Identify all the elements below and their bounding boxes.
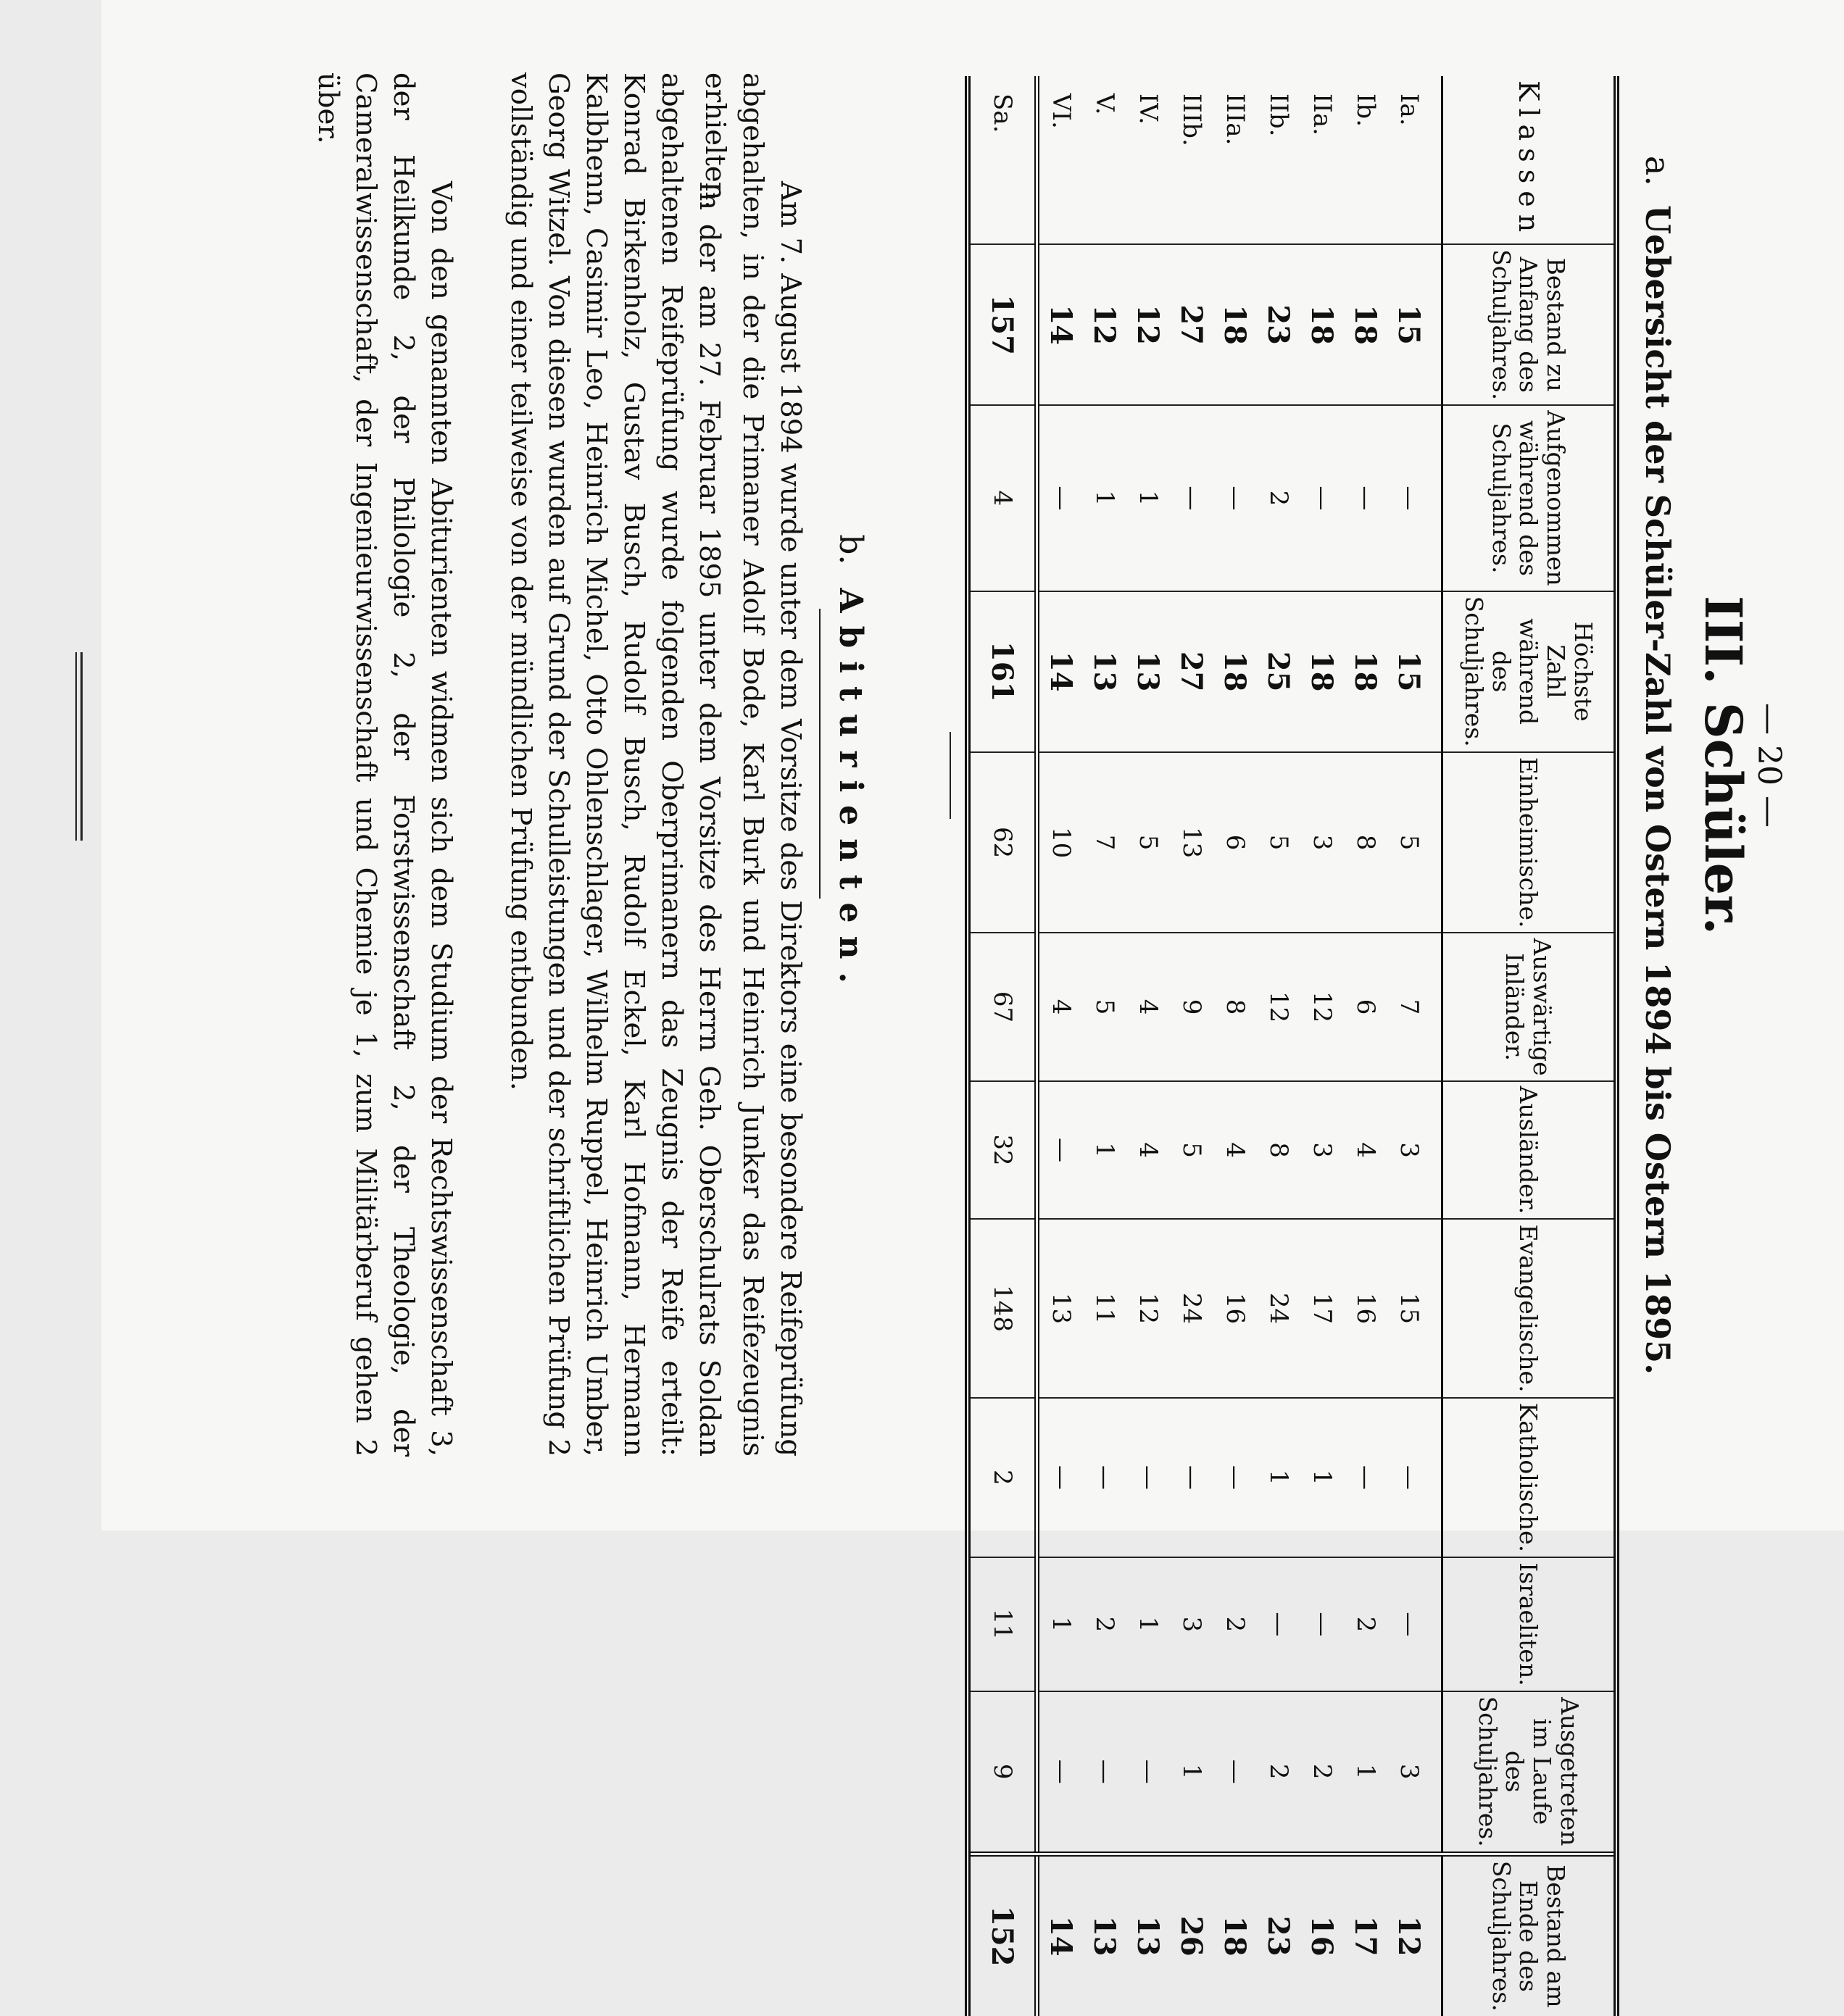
table-cell: 9 — [968, 1691, 1037, 1854]
table-cell: 5 — [1126, 752, 1170, 933]
table-cell: 67 — [968, 933, 1037, 1080]
table-header-row — [1442, 76, 1617, 2016]
table-cell: 4 — [1037, 933, 1084, 1080]
table-row — [1300, 76, 1344, 2016]
section-b-label: b. — [832, 534, 869, 565]
table-cell: 13 — [1083, 591, 1126, 752]
table-cell: 8 — [1257, 1081, 1300, 1220]
table-cell: 12 — [1126, 244, 1170, 405]
class-name-cell: Ia. — [1395, 93, 1424, 126]
table-cell: 16 — [1213, 1219, 1257, 1397]
table-cell: 12 — [1387, 1854, 1442, 2016]
table-cell: 18 — [1213, 244, 1257, 405]
class-name-cell: IIb. — [1264, 93, 1293, 137]
table-cell: 148 — [968, 1219, 1037, 1397]
table-cell: 24 — [1170, 1219, 1213, 1397]
table-body — [968, 76, 1442, 2016]
table-cell: 14 — [1037, 591, 1084, 752]
table-cell: 2 — [1083, 1557, 1126, 1691]
table-row — [1037, 76, 1084, 2016]
table-cell: 15 — [1387, 244, 1442, 405]
class-name-cell: IIIb. — [1177, 93, 1206, 146]
table-cell: 15 — [1387, 591, 1442, 752]
table-cell: — — [1083, 1398, 1126, 1558]
table-row — [1387, 76, 1442, 2016]
table-row — [1344, 76, 1387, 2016]
column-header: Einheimische. — [1442, 752, 1617, 933]
table-cell: 18 — [1344, 591, 1387, 752]
table-cell: 18 — [1213, 1854, 1257, 2016]
column-header: Klassen — [1513, 80, 1545, 240]
table-cell: 14 — [1037, 244, 1084, 405]
table-cell: — — [1387, 1398, 1442, 1558]
table-cell: 3 — [1387, 1081, 1442, 1220]
paragraph: Von den genannten Abiturienten widmen sich dem Studium der Rechtswissenschaft 3, der Heilkunde 2, der Philologie 2, der Forstwissenschaft 2, der Theologie, der Cameralwissenschaft, der Ingenieurwissenschaft und Chemie je 1, zum Militärberuf gehen 2 über. — [312, 72, 457, 1457]
table-cell: 1 — [1083, 405, 1126, 591]
table-cell: 15 — [1387, 1219, 1442, 1397]
table-cell: 7 — [1387, 933, 1442, 1080]
column-header: Bestand zu Anfang des Schuljahres. — [1442, 244, 1617, 405]
class-name-cell: IIa. — [1308, 93, 1337, 136]
table-cell: 17 — [1300, 1219, 1344, 1397]
column-header: Evangelische. — [1442, 1219, 1617, 1397]
table-cell: 5 — [1170, 1081, 1213, 1220]
table-cell: — — [1213, 1691, 1257, 1854]
table-cell: 3 — [1300, 752, 1344, 933]
table-cell: 4 — [968, 405, 1037, 591]
table-cell: 9 — [1170, 933, 1213, 1080]
class-name-cell: Ib. — [1351, 93, 1380, 128]
table-cell: 62 — [968, 752, 1037, 933]
table-cell: 13 — [1126, 1854, 1170, 2016]
table-cell: 23 — [1257, 1854, 1300, 2016]
table-title-text: Uebersicht der Schüler-Zahl von Ostern 1894 bis Ostern 1895. — [1638, 204, 1677, 1375]
table-row — [1126, 76, 1170, 2016]
table-cell: 27 — [1170, 244, 1213, 405]
table-cell: 16 — [1300, 1854, 1344, 2016]
table-cell: 4 — [1126, 933, 1170, 1080]
table-cell: — — [1037, 405, 1084, 591]
table-cell: 25 — [1257, 591, 1300, 752]
table-cell: 12 — [1083, 244, 1126, 405]
table-cell: 3 — [1170, 1557, 1213, 1691]
table-cell: 2 — [1213, 1557, 1257, 1691]
table-cell: 2 — [1257, 405, 1300, 591]
page-number: — 20 — — [1750, 703, 1787, 828]
table-cell: 3 — [1300, 1081, 1344, 1220]
section-b-title: Abiturienten. — [832, 588, 869, 996]
table-cell: 32 — [968, 1081, 1037, 1220]
column-header: Ausgetreten im Laufe des Schuljahres. — [1442, 1691, 1617, 1854]
pupil-statistics-table — [965, 76, 1619, 2016]
divider — [950, 732, 951, 819]
table-title — [1638, 0, 1677, 1530]
table-cell: 2 — [1257, 1691, 1300, 1854]
column-header: Auswärtige Inländer. — [1442, 933, 1617, 1080]
table-cell: — — [1170, 1398, 1213, 1558]
table-cell: 13 — [1083, 1854, 1126, 2016]
table-cell: — — [1300, 1557, 1344, 1691]
table-cell: 4 — [1344, 1081, 1387, 1220]
section-b-heading — [832, 0, 869, 1530]
table-cell: 24 — [1257, 1219, 1300, 1397]
table-cell: — — [1213, 1398, 1257, 1558]
table-cell: 8 — [1213, 933, 1257, 1080]
class-name-cell: VI. — [1047, 93, 1076, 129]
class-name-cell: Sa. — [968, 76, 1037, 244]
table-cell: 16 — [1344, 1219, 1387, 1397]
table-cell: 3 — [1387, 1691, 1442, 1854]
table-label: a. — [1638, 155, 1677, 186]
sum-row — [968, 76, 1037, 2016]
class-name-cell: V. — [1090, 93, 1119, 115]
table-cell: 6 — [1213, 752, 1257, 933]
table-cell: 12 — [1126, 1219, 1170, 1397]
table-cell: 4 — [1213, 1081, 1257, 1220]
table-cell: 18 — [1213, 591, 1257, 752]
column-header: Bestand am Ende des Schuljahres. — [1442, 1854, 1617, 2016]
table-cell: 161 — [968, 591, 1037, 752]
table-cell: 23 — [1257, 244, 1300, 405]
paragraph: Am 7. August 1894 wurde unter dem Vorsitze des Direktors eine besondere Reifeprüfung abgehalten, in der die Primaner Adolf Bode, Karl Burk und Heinrich Junker das Reifezeugnis erhielten. — [699, 72, 807, 1457]
table-cell: — — [1387, 405, 1442, 591]
column-header: Israeliten. — [1442, 1557, 1617, 1691]
table-cell: 1 — [1083, 1081, 1126, 1220]
table-cell: 5 — [1083, 933, 1126, 1080]
table-cell: 18 — [1344, 244, 1387, 405]
end-rule — [80, 652, 83, 841]
class-name-cell: IV. — [1134, 93, 1163, 125]
section-title: III. Schüler. — [1693, 596, 1753, 935]
end-rule — [75, 652, 77, 841]
table-cell: — — [1344, 405, 1387, 591]
table-cell: 1 — [1170, 1691, 1213, 1854]
table-row — [1083, 76, 1126, 2016]
table-cell: — — [1387, 1557, 1442, 1691]
table-cell: 4 — [1126, 1081, 1170, 1220]
table-cell: — — [1037, 1081, 1084, 1220]
table-cell: 12 — [1300, 933, 1344, 1080]
table-cell: 18 — [1300, 591, 1344, 752]
class-name-cell: IIIa. — [1221, 93, 1250, 146]
table-cell: 12 — [1257, 933, 1300, 1080]
table-cell: 13 — [1126, 591, 1170, 752]
table-cell: — — [1126, 1398, 1170, 1558]
table-cell: 2 — [1344, 1557, 1387, 1691]
table-cell: 14 — [1037, 1854, 1084, 2016]
table-cell: — — [1213, 405, 1257, 591]
column-header: Ausländer. — [1442, 1081, 1617, 1220]
table-cell: 10 — [1037, 752, 1084, 933]
table-cell: — — [1037, 1398, 1084, 1558]
table-cell: 2 — [968, 1398, 1037, 1558]
table-cell: — — [1083, 1691, 1126, 1854]
table-cell: 8 — [1344, 752, 1387, 933]
table-cell: 1 — [1126, 405, 1170, 591]
column-header: Aufgenommen während des Schuljahres. — [1442, 405, 1617, 591]
table-cell: 11 — [1083, 1219, 1126, 1397]
table-cell: — — [1170, 405, 1213, 591]
table-cell: — — [1344, 1398, 1387, 1558]
table-cell: 152 — [968, 1854, 1037, 2016]
table-cell: 1 — [1037, 1557, 1084, 1691]
table-row — [1213, 76, 1257, 2016]
table-cell: 157 — [968, 244, 1037, 405]
table-cell: 17 — [1344, 1854, 1387, 2016]
table-cell: 1 — [1300, 1398, 1344, 1558]
table-row — [1257, 76, 1300, 2016]
table-cell: 1 — [1344, 1691, 1387, 1854]
table-cell: 13 — [1037, 1219, 1084, 1397]
table-cell: 18 — [1300, 244, 1344, 405]
table-cell: — — [1037, 1691, 1084, 1854]
table-cell: 5 — [1257, 752, 1300, 933]
table-cell: 27 — [1170, 591, 1213, 752]
table-cell: 11 — [968, 1557, 1037, 1691]
table-cell: 1 — [1126, 1557, 1170, 1691]
paragraph: In der am 27. Februar 1895 unter dem Vorsitze des Herrn Geh. Oberschulrats Soldan abgehaltenen Reifeprüfung wurde folgenden Oberprimanern das Zeugnis der Reife erteilt: Konrad Birkenholz, Gustav Busch, Rudolf Busch, Rudolf Eckel, Karl Hofmann, Hermann Kalbhenn, Casimir Leo, Heinrich Michel, Otto Ohlenschlager, Wilhelm Ruppel, Heinrich Umber, Georg Witzel. Von diesen wurden auf Grund der Schulleistungen und der schriftlichen Prüfung 2 vollständig und einer teilweise von der mündlichen Prüfung entbunden. — [504, 72, 726, 1457]
column-header: Katholische. — [1442, 1398, 1617, 1558]
table-cell: 6 — [1344, 933, 1387, 1080]
table-cell: — — [1126, 1691, 1170, 1854]
divider — [819, 609, 821, 899]
table-cell: 13 — [1170, 752, 1213, 933]
table-cell: 2 — [1300, 1691, 1344, 1854]
table-cell: 7 — [1083, 752, 1126, 933]
table-cell: 5 — [1387, 752, 1442, 933]
table-cell: — — [1257, 1557, 1300, 1691]
table-cell: 26 — [1170, 1854, 1213, 2016]
column-header: Höchste Zahl während des Schuljahres. — [1442, 591, 1617, 752]
table-cell: 1 — [1257, 1398, 1300, 1558]
table-row — [1170, 76, 1213, 2016]
table-cell: — — [1300, 405, 1344, 591]
